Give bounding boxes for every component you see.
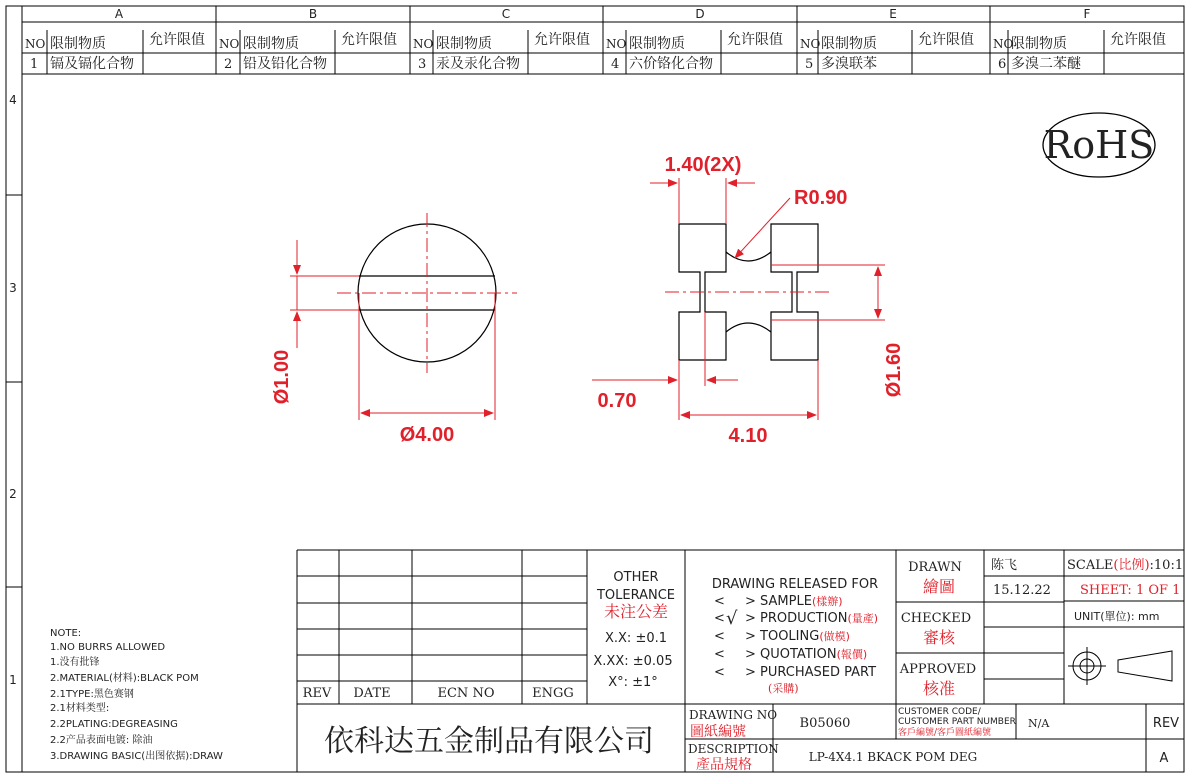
dim-flange-width: 1.40(2X) [664, 154, 742, 176]
sheet-label: SHEET: 1 OF 1 [1080, 583, 1181, 598]
release-option: > QUOTATION(報價) [745, 647, 868, 662]
col-no-header: NO [606, 37, 627, 51]
col-no-header: NO [219, 37, 240, 51]
substance-name: 汞及汞化合物 [436, 56, 520, 72]
col-no-header: NO [25, 37, 46, 51]
release-marker: < [714, 665, 725, 680]
col-limit-header: 允许限值 [1110, 32, 1166, 48]
customer-code-label: CUSTOMER CODE/ [898, 707, 981, 717]
col-limit-header: 允许限值 [341, 32, 397, 48]
release-option: > TOOLING(做模) [745, 629, 850, 644]
dim-gap: 0.70 [597, 390, 637, 412]
approved-label: APPROVED [899, 662, 977, 677]
release-marker: < [714, 611, 725, 626]
substance-name: 多溴二苯醚 [1011, 56, 1081, 72]
row-label: 1 [9, 673, 17, 687]
release-option-cn: (采購) [768, 682, 799, 695]
release-marker: < [714, 594, 725, 609]
ecn-header: ECN NO [437, 686, 495, 701]
dim-slot-diameter: Ø1.00 [271, 349, 293, 405]
substance-no: 5 [805, 57, 814, 72]
col-substance-header: 限制物质 [50, 36, 106, 52]
drawing-no-value: B05060 [799, 716, 851, 731]
description-label: DESCRIPTION [688, 742, 779, 756]
description-value: LP-4X4.1 BKACK POM DEG [808, 750, 978, 764]
checked-label: CHECKED [900, 611, 972, 626]
col-limit-header: 允许限值 [149, 32, 205, 48]
col-no-header: NO [413, 37, 434, 51]
tolerance-line: X.X: ±0.1 [604, 631, 668, 646]
customer-code-value: N/A [1028, 717, 1050, 730]
note-line: 1.NO BURRS ALLOWED [50, 642, 166, 653]
unit-label: UNIT(單位): mm [1074, 610, 1160, 623]
drawing-no-label: DRAWING NO [689, 708, 778, 722]
drawn-by: 陈飞 [991, 558, 1018, 573]
release-title: DRAWING RELEASED FOR [711, 577, 879, 592]
release-option: > PRODUCTION(量產) [745, 611, 879, 626]
col-limit-header: 允许限值 [727, 32, 783, 48]
tolerance-cn: 未注公差 [603, 602, 669, 621]
release-marker: < [714, 647, 725, 662]
row-label: 2 [9, 487, 17, 501]
checked-cn: 審核 [922, 628, 956, 647]
col-limit-header: 允许限值 [534, 32, 590, 48]
drawing-no-cn: 圖紙編號 [690, 724, 746, 740]
dim-length: 4.10 [728, 425, 768, 447]
tolerance-line: X.XX: ±0.05 [593, 654, 673, 669]
substance-name: 镉及镉化合物 [50, 56, 134, 72]
substance-name: 铅及铅化合物 [243, 56, 327, 72]
note-line: 2.MATERIAL(材料):BLACK POM [50, 673, 199, 684]
release-check: √ [726, 608, 738, 629]
col-substance-header: 限制物质 [436, 36, 492, 52]
rev-value: A [1159, 751, 1169, 766]
customer-code-label: CUSTOMER PART NUMBER [898, 717, 1016, 727]
rohs-text: RoHS [1043, 123, 1155, 167]
zone-label: B [308, 7, 318, 21]
note-line: 3.DRAWING BASIC(出图依据):DRAW [50, 751, 223, 762]
company-name: 依科达五金制品有限公司 [324, 724, 654, 759]
zone-label: D [695, 7, 705, 21]
zone-label: F [1083, 7, 1091, 21]
substance-no: 3 [418, 57, 427, 72]
col-substance-header: 限制物质 [629, 36, 685, 52]
row-label: 3 [9, 281, 17, 295]
dim-head-diameter: Ø4.00 [399, 424, 455, 446]
note-line: 2.2产品表面电镀: 除油 [50, 735, 153, 746]
note-line: 1.没有批锋 [50, 657, 100, 668]
date-header: DATE [353, 686, 391, 701]
release-marker: < [714, 629, 725, 644]
dim-neck-diameter: Ø1.60 [883, 342, 905, 398]
col-no-header: NO [800, 37, 821, 51]
part-side-view [592, 178, 885, 420]
col-substance-header: 限制物质 [821, 36, 877, 52]
scale-label: SCALE(比例):10:1 [1067, 558, 1184, 573]
substance-no: 2 [224, 57, 233, 72]
release-option: > PURCHASED PART [745, 665, 877, 680]
note-line: 2.2PLATING:DEGREASING [50, 719, 178, 730]
note-line: 2.1材料类型: [50, 703, 110, 714]
rev-header: REV [302, 686, 332, 701]
description-cn: 產品規格 [696, 757, 752, 773]
engg-header: ENGG [532, 686, 574, 701]
approved-cn: 核准 [922, 679, 956, 698]
zone-label: C [501, 7, 511, 21]
tolerance-title: TOLERANCE [596, 588, 676, 603]
drawn-label: DRAWN [908, 560, 962, 575]
drawn-date: 15.12.22 [993, 583, 1051, 598]
substance-name: 六价铬化合物 [629, 56, 713, 72]
rev-label: REV [1152, 716, 1180, 731]
tolerance-line: X°: ±1° [608, 675, 658, 690]
part-front-view [290, 213, 517, 420]
col-substance-header: 限制物质 [243, 36, 299, 52]
zone-label: E [889, 7, 897, 21]
zone-label: A [114, 7, 124, 21]
substance-no: 6 [998, 57, 1007, 72]
note-line: 2.1TYPE:黑色赛钢 [50, 689, 134, 700]
row-label: 4 [9, 93, 17, 107]
col-substance-header: 限制物质 [1011, 36, 1067, 52]
customer-code-cn: 客戶編號/客戶圖紙編號 [898, 728, 992, 738]
dim-radius: R0.90 [794, 187, 848, 209]
col-limit-header: 允许限值 [918, 32, 974, 48]
substance-no: 4 [611, 57, 620, 72]
tolerance-title: OTHER [613, 570, 659, 585]
col-no-header: NO [993, 37, 1014, 51]
drawn-cn: 繪圖 [922, 577, 956, 596]
release-option: > SAMPLE(樣辦) [745, 594, 843, 609]
substance-no: 1 [30, 57, 39, 72]
substance-name: 多溴联苯 [821, 56, 877, 72]
note-line: NOTE: [50, 628, 82, 639]
